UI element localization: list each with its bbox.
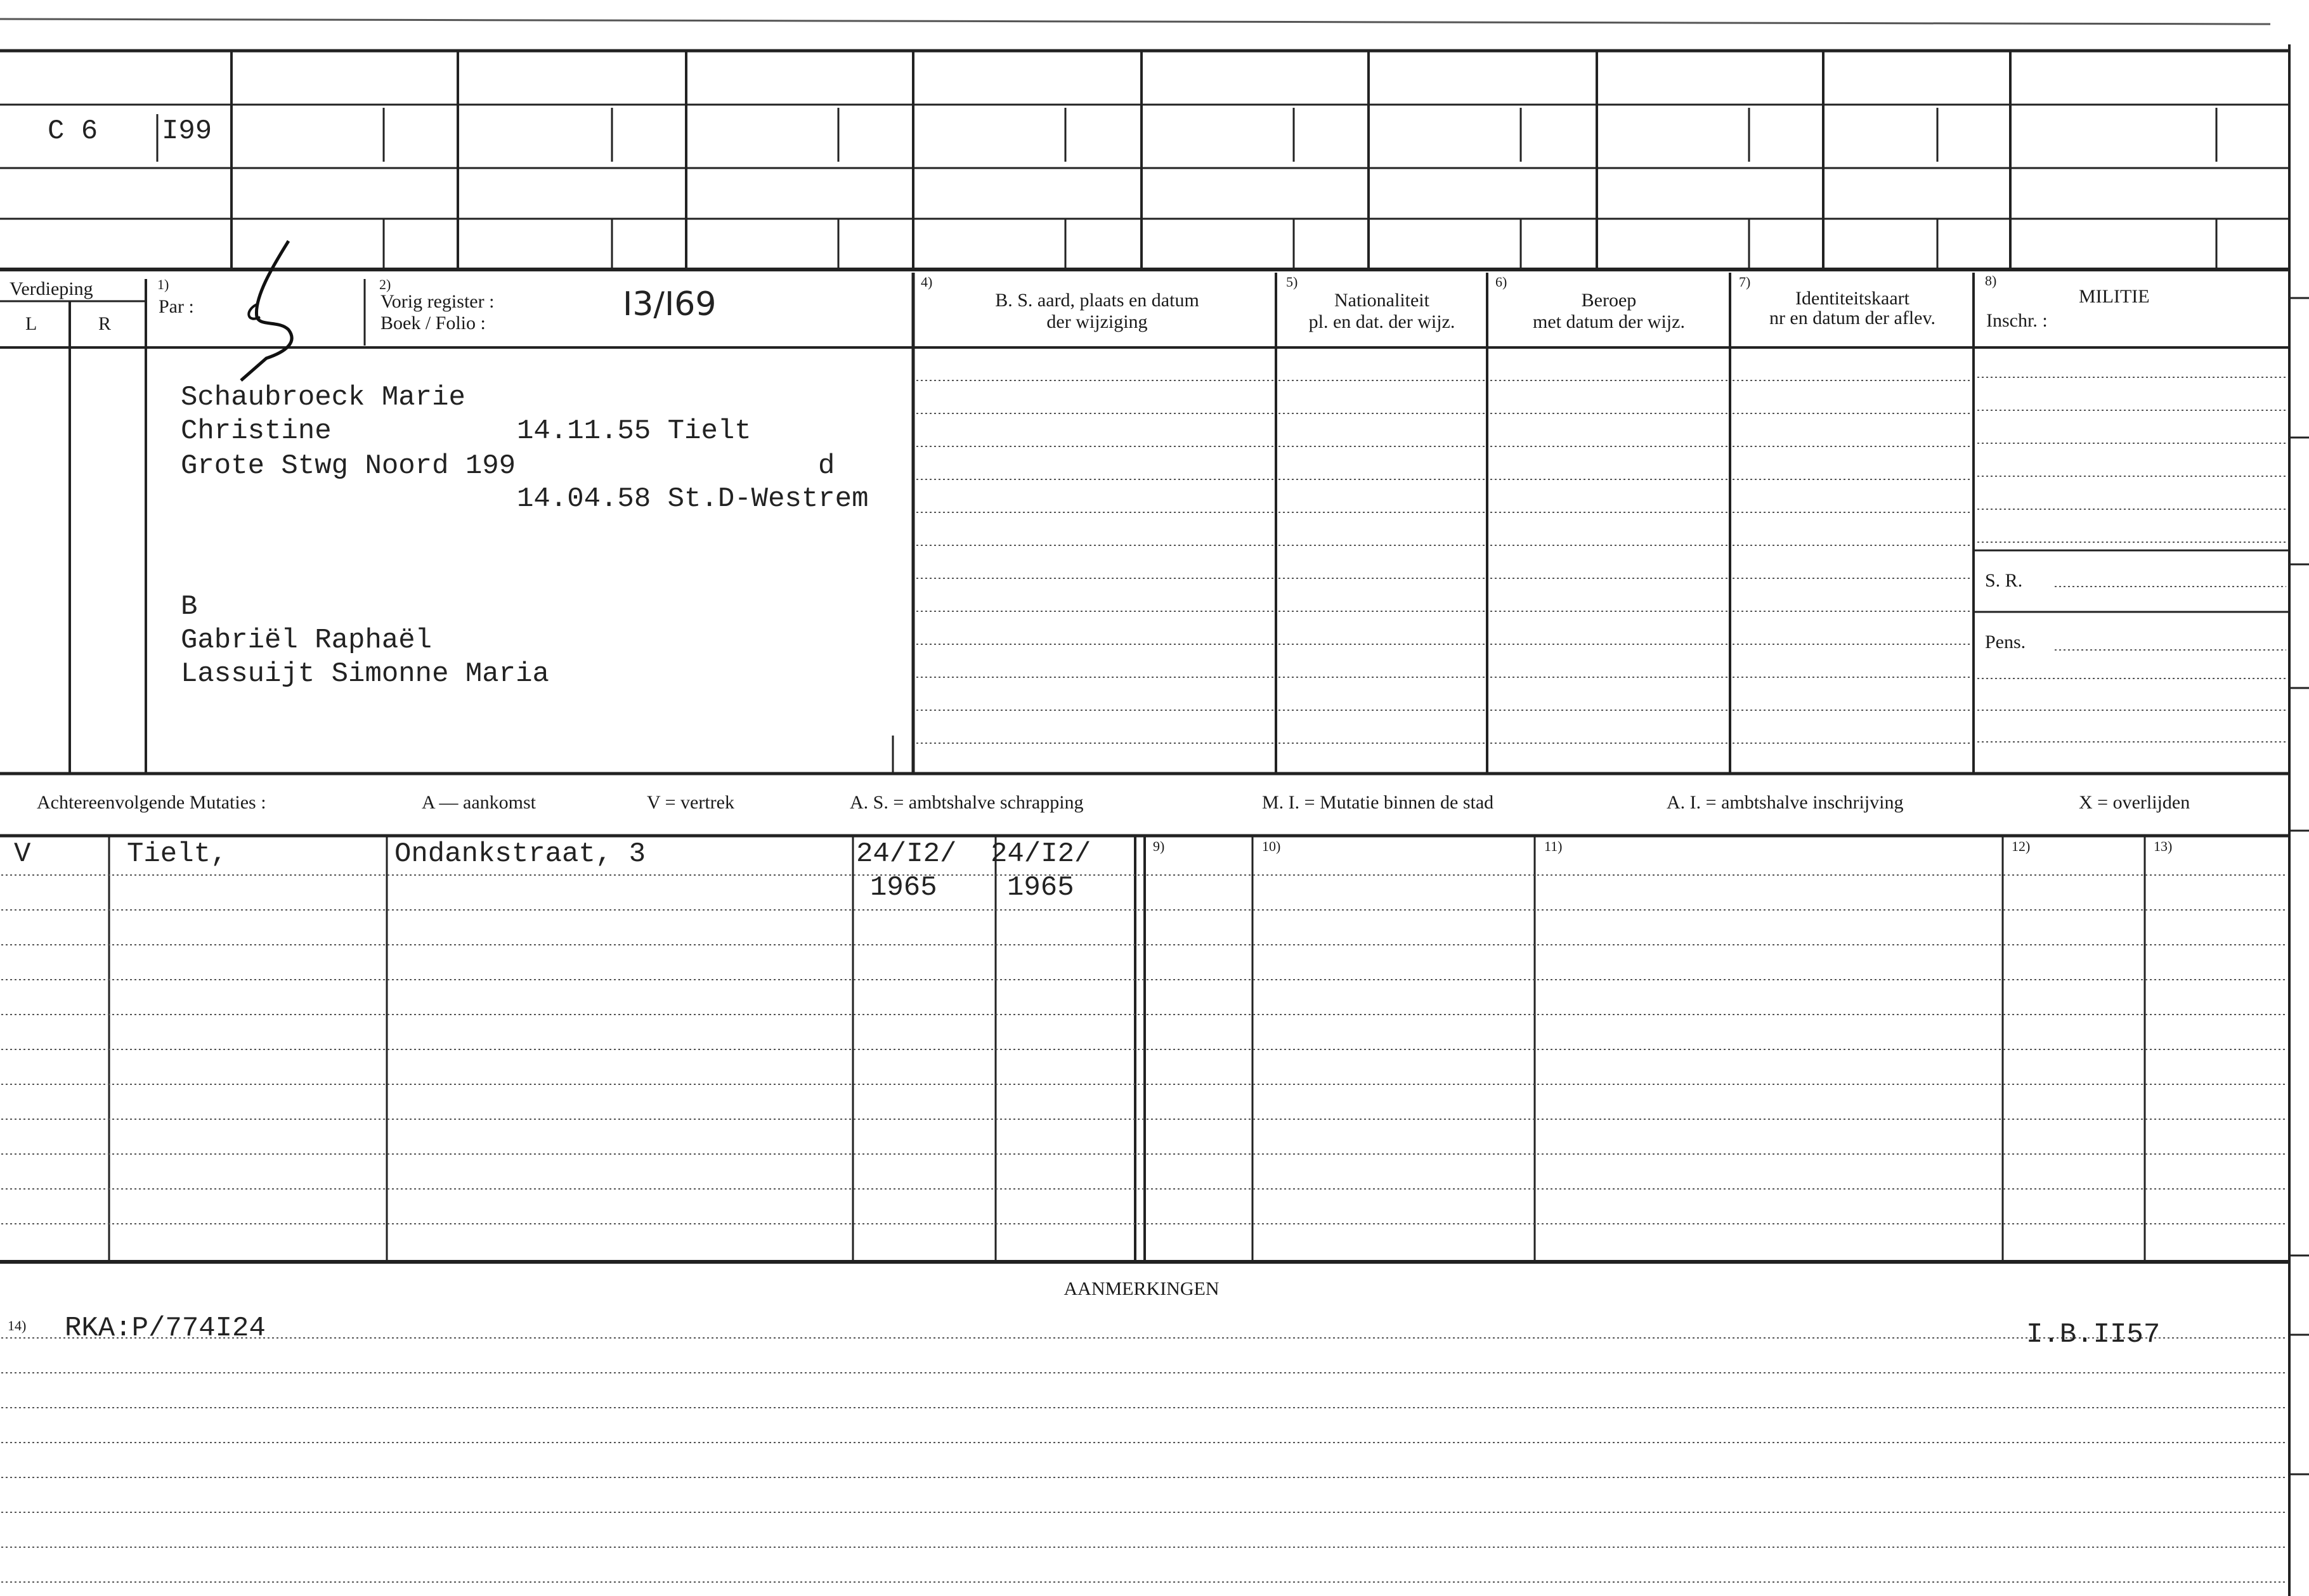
legend-schrapping: A. S. = ambtshalve schrapping (850, 792, 1084, 813)
mut-col-11: 11) (1544, 838, 1563, 854)
mutation-date-1-year: 1965 (870, 872, 937, 904)
legend-mutatie-stad: M. I. = Mutatie binnen de stad (1262, 792, 1494, 813)
col1-number: 1) (157, 276, 169, 292)
boek-folio-label: Boek / Folio : (380, 313, 486, 334)
mutations-title: Achtereenvolgende Mutaties : (37, 792, 266, 813)
person-name-line-2: Christine (181, 415, 332, 447)
verdieping-label: Verdieping (10, 278, 93, 299)
mutation-type: V (14, 838, 31, 870)
col7-number: 7) (1739, 274, 1751, 290)
mutation-street: Ondankstraat, 3 (394, 838, 646, 870)
mut-col-13: 13) (2154, 838, 2173, 854)
legend-vertrek: V = vertrek (647, 792, 734, 813)
mutation-place: Tielt, (127, 838, 228, 870)
nationaliteit-label-1: Nationaliteit (1334, 290, 1429, 311)
vorig-register-label: Vorig register : (380, 291, 495, 312)
col4-number: 4) (921, 274, 933, 290)
nationaliteit-label-2: pl. en dat. der wijz. (1308, 311, 1455, 332)
militie-label: MILITIE (2079, 286, 2150, 307)
legend-inschrijving: A. I. = ambtshalve inschrijving (1667, 792, 1904, 813)
person-d-mark: d (818, 450, 835, 482)
sr-label: S. R. (1985, 570, 2023, 591)
bs-label-2: der wijziging (1046, 311, 1148, 332)
mutation-date-1-top: 24/I2/ (856, 838, 957, 870)
col6-number: 6) (1495, 274, 1507, 290)
top-number: I99 (162, 115, 212, 147)
legend-overlijden: X = overlijden (2079, 792, 2190, 813)
identiteitskaart-label-1: Identiteitskaart (1795, 288, 1909, 309)
vorig-register-value: I3/I69 (623, 285, 717, 323)
remarks-number: 14) (8, 1318, 27, 1333)
remarks-reference: RKA:P/774I24 (65, 1313, 266, 1344)
beroep-label-1: Beroep (1581, 290, 1637, 311)
col5-number: 5) (1286, 274, 1298, 290)
mut-col-12: 12) (2012, 838, 2031, 854)
col2-number: 2) (379, 276, 391, 292)
legend-aankomst: A — aankomst (422, 792, 536, 813)
mutation-date-2-year: 1965 (1007, 872, 1074, 904)
person-b-mark: B (181, 591, 198, 623)
remarks-title: AANMERKINGEN (1063, 1278, 1220, 1299)
par-label: Par : (159, 296, 194, 317)
mut-col-10: 10) (1262, 838, 1281, 854)
person-mother: Lassuijt Simonne Maria (181, 658, 549, 690)
pens-label: Pens. (1985, 632, 2026, 652)
beroep-label-2: met datum der wijz. (1533, 311, 1685, 332)
person-name-line-1: Schaubroeck Marie (181, 382, 465, 413)
person-move-date: 14.04.58 St.D-Westrem (517, 483, 869, 515)
mut-col-9: 9) (1153, 838, 1165, 854)
identiteitskaart-label-2: nr en datum der aflev. (1769, 308, 1936, 328)
verdieping-l: L (25, 313, 37, 334)
bs-label-1: B. S. aard, plaats en datum (995, 290, 1199, 311)
person-birth: 14.11.55 Tielt (517, 415, 751, 447)
person-father: Gabriël Raphaël (181, 625, 433, 656)
remarks-code: I.B.II57 (2026, 1319, 2161, 1351)
col8-number: 8) (1985, 273, 1997, 289)
verdieping-r: R (98, 313, 112, 334)
mutation-date-2-top: 24/I2/ (991, 838, 1091, 870)
top-code: C 6 (48, 115, 98, 147)
inschr-label: Inschr. : (1986, 310, 2048, 331)
person-address: Grote Stwg Noord 199 (181, 450, 516, 482)
